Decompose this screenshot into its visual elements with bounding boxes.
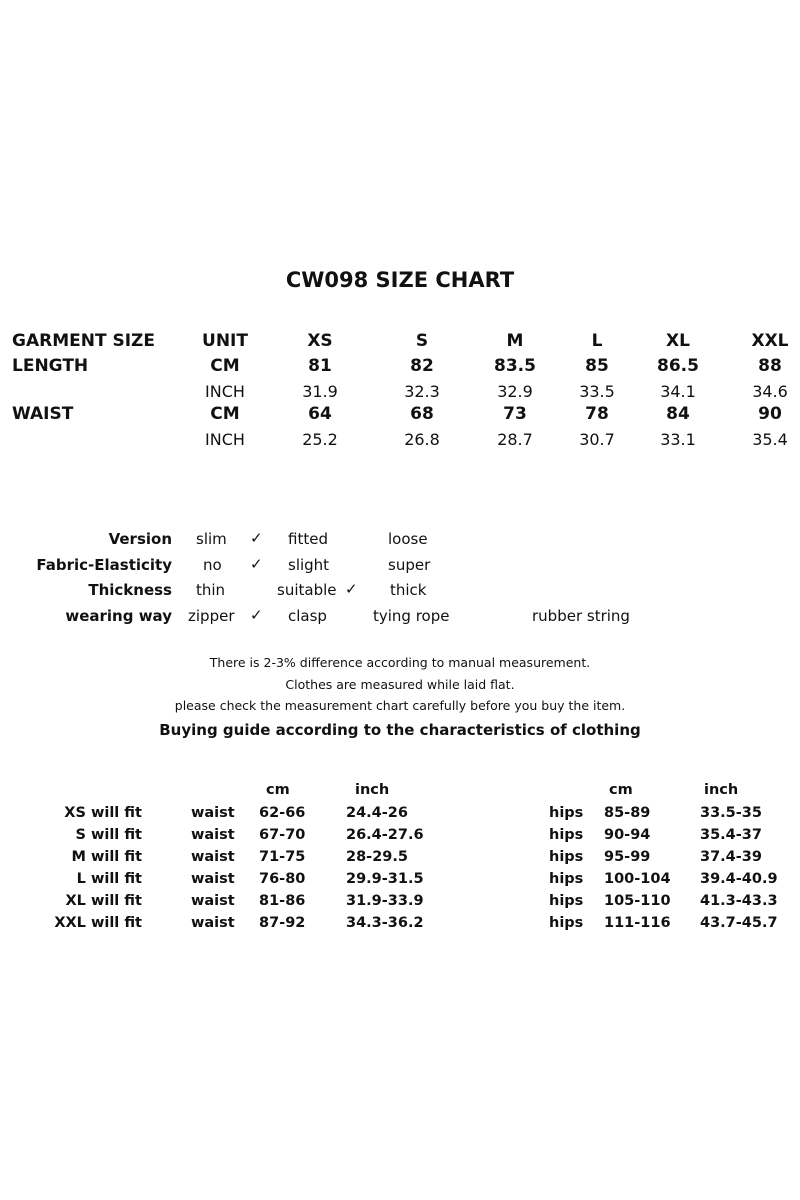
guide-inch: 43.7-45.7 bbox=[700, 915, 778, 931]
table-cell: 31.9 bbox=[302, 382, 338, 401]
guide-cm: 81-86 bbox=[259, 893, 306, 909]
attribute-label-version: Version bbox=[108, 530, 172, 548]
row-unit: INCH bbox=[205, 382, 245, 401]
guide-part: waist bbox=[191, 827, 235, 843]
table-cell: 28.7 bbox=[497, 430, 533, 449]
guide-fit-label: S will fit bbox=[75, 827, 142, 843]
table-cell: 78 bbox=[585, 404, 609, 424]
attribute-option: super bbox=[388, 556, 431, 574]
attribute-option: fitted bbox=[288, 530, 328, 548]
table-cell: 35.4 bbox=[752, 430, 788, 449]
guide-inch: 31.9-33.9 bbox=[346, 893, 424, 909]
check-mark-icon: ✓ bbox=[250, 529, 263, 547]
table-cell: 25.2 bbox=[302, 430, 338, 449]
table-cell: 85 bbox=[585, 356, 609, 376]
table-cell: 68 bbox=[410, 404, 434, 424]
table-cell: 33.5 bbox=[579, 382, 615, 401]
guide-part: hips bbox=[549, 827, 584, 843]
row-unit: CM bbox=[210, 404, 240, 424]
guide-header-inch: inch bbox=[355, 782, 390, 798]
attribute-option: rubber string bbox=[532, 607, 630, 625]
guide-cm: 87-92 bbox=[259, 915, 306, 931]
guide-cm: 67-70 bbox=[259, 827, 306, 843]
guide-cm: 85-89 bbox=[604, 805, 651, 821]
guide-inch: 26.4-27.6 bbox=[346, 827, 424, 843]
guide-cm: 95-99 bbox=[604, 849, 651, 865]
guide-fit-label: L will fit bbox=[76, 871, 142, 887]
row-unit: CM bbox=[210, 356, 240, 376]
attribute-option: suitable bbox=[277, 581, 337, 599]
guide-part: waist bbox=[191, 849, 235, 865]
guide-fit-label: M will fit bbox=[71, 849, 142, 865]
table-cell: 84 bbox=[666, 404, 690, 424]
guide-fit-label: XL will fit bbox=[65, 893, 142, 909]
guide-header-cm: cm bbox=[266, 782, 290, 798]
guide-inch: 35.4-37 bbox=[700, 827, 762, 843]
guide-part: hips bbox=[549, 871, 584, 887]
table-cell: 90 bbox=[758, 404, 782, 424]
guide-cm: 76-80 bbox=[259, 871, 306, 887]
header-size-xxl: XXL bbox=[751, 331, 789, 351]
note-text: please check the measurement chart carefully before you buy the item. bbox=[174, 698, 626, 713]
table-cell: 88 bbox=[758, 356, 782, 376]
attribute-option: tying rope bbox=[373, 607, 450, 625]
header-size-xs: XS bbox=[307, 331, 333, 351]
guide-inch: 41.3-43.3 bbox=[700, 893, 778, 909]
guide-inch: 34.3-36.2 bbox=[346, 915, 424, 931]
header-size-s: S bbox=[415, 331, 429, 351]
row-label-length: LENGTH bbox=[12, 356, 89, 376]
guide-cm: 111-116 bbox=[604, 915, 671, 931]
table-cell: 32.9 bbox=[497, 382, 533, 401]
header-size-xl: XL bbox=[666, 331, 690, 351]
check-mark-icon: ✓ bbox=[250, 555, 263, 573]
guide-part: waist bbox=[191, 893, 235, 909]
attribute-option: no bbox=[203, 556, 222, 574]
table-cell: 30.7 bbox=[579, 430, 615, 449]
table-cell: 34.1 bbox=[660, 382, 696, 401]
note-text: There is 2-3% difference according to manual measurement. bbox=[209, 655, 591, 670]
table-cell: 32.3 bbox=[404, 382, 440, 401]
guide-cm: 90-94 bbox=[604, 827, 651, 843]
note-text: Clothes are measured while laid flat. bbox=[285, 677, 515, 692]
guide-cm: 105-110 bbox=[604, 893, 671, 909]
attribute-option: slight bbox=[288, 556, 330, 574]
attribute-label-thickness: Thickness bbox=[88, 581, 172, 599]
header-size-l: L bbox=[591, 331, 603, 351]
table-cell: 82 bbox=[410, 356, 434, 376]
guide-fit-label: XXL will fit bbox=[54, 915, 142, 931]
attribute-label-fabric-elasticity: Fabric-Elasticity bbox=[36, 556, 172, 574]
table-cell: 83.5 bbox=[494, 356, 536, 376]
guide-cm: 62-66 bbox=[259, 805, 306, 821]
attribute-option: clasp bbox=[288, 607, 327, 625]
table-cell: 81 bbox=[308, 356, 332, 376]
table-cell: 33.1 bbox=[660, 430, 696, 449]
guide-part: hips bbox=[549, 893, 584, 909]
attribute-option: thick bbox=[390, 581, 427, 599]
guide-inch: 37.4-39 bbox=[700, 849, 762, 865]
check-mark-icon: ✓ bbox=[345, 580, 358, 598]
guide-inch: 28-29.5 bbox=[346, 849, 408, 865]
table-cell: 73 bbox=[503, 404, 527, 424]
header-unit: UNIT bbox=[202, 331, 248, 351]
page-title: CW098 SIZE CHART bbox=[285, 268, 515, 292]
attribute-option: thin bbox=[196, 581, 226, 599]
guide-cm: 71-75 bbox=[259, 849, 306, 865]
attribute-option: slim bbox=[196, 530, 227, 548]
table-cell: 34.6 bbox=[752, 382, 788, 401]
guide-cm: 100-104 bbox=[604, 871, 671, 887]
guide-part: hips bbox=[549, 805, 584, 821]
header-garment-size: GARMENT SIZE bbox=[12, 331, 155, 351]
guide-part: waist bbox=[191, 871, 235, 887]
attribute-option: zipper bbox=[188, 607, 235, 625]
attribute-label-wearing-way: wearing way bbox=[65, 607, 172, 625]
row-unit: INCH bbox=[205, 430, 245, 449]
table-cell: 86.5 bbox=[657, 356, 699, 376]
guide-inch: 24.4-26 bbox=[346, 805, 408, 821]
header-size-m: M bbox=[506, 331, 524, 351]
guide-inch: 39.4-40.9 bbox=[700, 871, 778, 887]
guide-part: waist bbox=[191, 805, 235, 821]
guide-inch: 33.5-35 bbox=[700, 805, 762, 821]
table-cell: 26.8 bbox=[404, 430, 440, 449]
guide-part: hips bbox=[549, 849, 584, 865]
table-cell: 64 bbox=[308, 404, 332, 424]
guide-inch: 29.9-31.5 bbox=[346, 871, 424, 887]
guide-header-inch: inch bbox=[704, 782, 739, 798]
guide-part: hips bbox=[549, 915, 584, 931]
check-mark-icon: ✓ bbox=[250, 606, 263, 624]
guide-header-cm: cm bbox=[609, 782, 633, 798]
guide-fit-label: XS will fit bbox=[64, 805, 142, 821]
guide-title: Buying guide according to the characteristics of clothing bbox=[159, 721, 641, 739]
guide-part: waist bbox=[191, 915, 235, 931]
row-label-waist: WAIST bbox=[12, 404, 74, 424]
attribute-option: loose bbox=[388, 530, 428, 548]
